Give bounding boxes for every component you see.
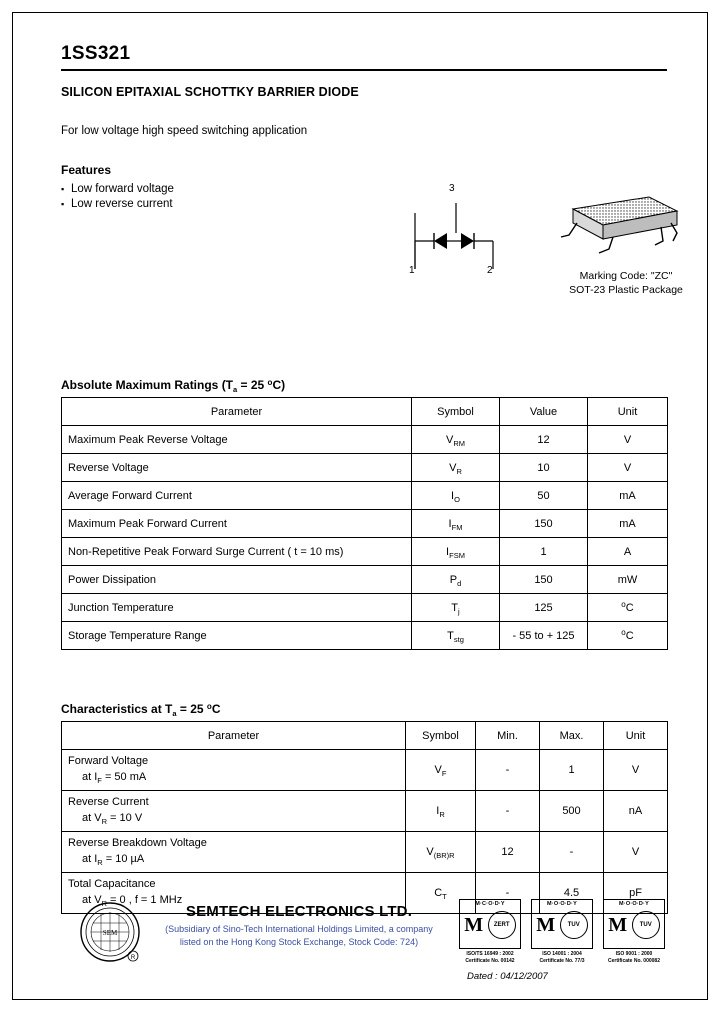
cert-badge [531, 899, 593, 949]
abs-max-title-sub: a [233, 385, 238, 394]
cell-symbol: $T_j$ [412, 594, 500, 622]
cell-max: - [540, 831, 604, 872]
char-title-mid: = 25 [176, 702, 207, 716]
cell-value: 12 [500, 426, 588, 454]
abs-max-table [61, 397, 668, 650]
cert-caption [459, 951, 521, 965]
col-header-symbol: Symbol [412, 398, 500, 426]
cell-value: 150 [500, 510, 588, 538]
cert-top-text: M·O·O·D·Y [619, 901, 649, 907]
cert-standard: ISO/TS 16949 : 2002 [466, 951, 514, 957]
char-title-sub: a [172, 709, 177, 718]
cert-marks [460, 907, 520, 943]
table-row [62, 566, 668, 594]
package-type-label: SOT-23 Plastic Package [569, 284, 683, 297]
cell-parameter [62, 750, 406, 791]
cell-unit: pF [604, 872, 668, 913]
svg-text:R: R [130, 955, 136, 961]
marking-code-label: Marking Code: "ZC" [579, 270, 673, 282]
application-note: For low voltage high speed switching application [61, 125, 308, 137]
package-caption [521, 269, 720, 297]
sot23-package-icon [551, 183, 691, 263]
company-seal-icon [79, 901, 141, 963]
cert-m-mark: M [464, 914, 484, 937]
cell-symbol: $T_{stg}$ [412, 622, 500, 650]
cell-unit: V [604, 831, 668, 872]
cell-unit: V [588, 454, 668, 482]
cell-value: - 55 to + 125 [500, 622, 588, 650]
cell-symbol: $V_{RM}$ [412, 426, 500, 454]
table-row [62, 454, 668, 482]
page-content [61, 43, 683, 914]
cert-top-text: M·C·O·D·Y [475, 901, 505, 907]
abs-max-section [61, 378, 667, 650]
col-header-parameter: Parameter [62, 398, 412, 426]
abs-max-title-main: Absolute Maximum Ratings (T [61, 378, 234, 392]
company-info [149, 903, 449, 949]
feature-label: Low reverse current [71, 198, 173, 210]
cell-max: 4.5 [540, 872, 604, 913]
col-header-symbol: Symbol [406, 722, 476, 750]
cell-unit: A [588, 538, 668, 566]
char-title-end: C [211, 702, 221, 716]
cell-unit: mA [588, 510, 668, 538]
bullet-icon: ▪ [61, 198, 65, 209]
cert-caption [603, 951, 665, 965]
package-graphics [401, 183, 720, 313]
table-row [62, 482, 668, 510]
characteristics-section [61, 702, 667, 914]
title-divider [61, 69, 667, 71]
abs-max-title-mid: = 25 [237, 378, 268, 392]
pin-label-2: 2 [487, 265, 493, 276]
cell-value: 125 [500, 594, 588, 622]
col-header-max: Max. [540, 722, 604, 750]
cell-min: - [476, 790, 540, 831]
table-row [62, 750, 668, 791]
col-header-min: Min. [476, 722, 540, 750]
cell-parameter: Maximum Peak Forward Current [62, 510, 412, 538]
cert-badge [459, 899, 521, 949]
cert-seal-icon: TUV [560, 911, 588, 939]
param-line-1: Forward Voltage [68, 755, 149, 767]
table-header-row [62, 398, 668, 426]
char-title-main: Characteristics at T [61, 702, 173, 716]
cert-number: Certificate No. 77/3 [539, 957, 585, 964]
characteristics-table [61, 721, 668, 914]
abs-max-title [61, 378, 667, 392]
cell-parameter [62, 790, 406, 831]
param-line-1: Reverse Current [68, 795, 149, 808]
cell-unit: mA [588, 482, 668, 510]
param-line-2: at $V_R = 10$ V [82, 811, 143, 826]
cell-unit: $^o$C [588, 594, 668, 622]
cell-unit: mW [588, 566, 668, 594]
pin-label-1: 1 [409, 265, 415, 276]
cert-number: Certificate No. 00142 [465, 957, 515, 964]
cell-max: 1 [540, 750, 604, 791]
cell-symbol: $V_R$ [412, 454, 500, 482]
datasheet-page [12, 12, 708, 1000]
cell-value: 50 [500, 482, 588, 510]
cert-number: Certificate No. 000082 [608, 957, 660, 964]
cert-caption [531, 951, 593, 965]
features-heading: Features [61, 163, 112, 177]
table-row [62, 510, 668, 538]
document-subtitle: SILICON EPITAXIAL SCHOTTKY BARRIER DIODE [61, 85, 359, 99]
cell-symbol: $V_{(BR)R}$ [406, 831, 476, 872]
cell-min: 12 [476, 831, 540, 872]
cell-symbol: $I_O$ [412, 482, 500, 510]
cell-symbol: $P_d$ [412, 566, 500, 594]
cell-max: 500 [540, 790, 604, 831]
cert-badge [603, 899, 665, 949]
cert-top-text: M·O·O·D·Y [547, 901, 577, 907]
char-title-sup: o [206, 702, 212, 711]
param-line-2: at $V_R = 0$ , f = 1 MHz [82, 893, 183, 908]
cell-parameter: Non-Repetitive Peak Forward Surge Current ( t = 10 ms) [62, 538, 412, 566]
col-header-unit: Unit [588, 398, 668, 426]
cell-unit: $^o$C [588, 622, 668, 650]
characteristics-title [61, 702, 667, 716]
company-name: SEMTECH ELECTRONICS LTD. [185, 903, 413, 920]
param-line-2: at $I_R = 10$ µA [82, 852, 145, 867]
cell-symbol: $I_R$ [406, 790, 476, 831]
cell-min: - [476, 872, 540, 913]
col-header-value: Value [500, 398, 588, 426]
cert-marks [532, 907, 592, 943]
cell-parameter: Storage Temperature Range [62, 622, 412, 650]
cell-unit: V [588, 426, 668, 454]
param-line-1: Total Capacitance [68, 877, 156, 890]
col-header-parameter: Parameter [62, 722, 406, 750]
param-line-1: Reverse Breakdown Voltage [68, 836, 207, 849]
dated-label: Dated : 04/12/2007 [467, 971, 548, 982]
cell-symbol: $I_{FSM}$ [412, 538, 500, 566]
cell-min: - [476, 750, 540, 791]
feature-label: Low forward voltage [71, 183, 174, 195]
svg-text:SEM: SEM [102, 929, 118, 937]
cell-unit: nA [604, 790, 668, 831]
table-header-row [62, 722, 668, 750]
cell-unit: V [604, 750, 668, 791]
cert-seal-icon: ZERT [488, 911, 516, 939]
param-line-2: at $I_F = 50$ mA [82, 770, 147, 785]
cert-m-mark: M [536, 914, 556, 937]
col-header-unit: Unit [604, 722, 668, 750]
cell-value: 150 [500, 566, 588, 594]
table-row [62, 622, 668, 650]
part-number: 1SS321 [61, 43, 131, 64]
certification-badges [459, 899, 667, 965]
cert-seal-icon: TUV [632, 911, 660, 939]
abs-max-title-end: C) [272, 378, 286, 392]
cert-standard: ISO 9001 : 2000 [615, 951, 653, 957]
table-row [62, 426, 668, 454]
company-subtitle-line-2: listed on the Hong Kong Stock Exchange, Stock Code: 724) [179, 937, 419, 948]
page-footer [61, 893, 667, 983]
table-row [62, 790, 668, 831]
pin-label-3: 3 [449, 183, 455, 194]
cell-symbol: $I_{FM}$ [412, 510, 500, 538]
cell-symbol: $V_F$ [406, 750, 476, 791]
cell-value: 10 [500, 454, 588, 482]
cert-m-mark: M [608, 914, 628, 937]
table-row [62, 538, 668, 566]
cell-parameter: Junction Temperature [62, 594, 412, 622]
table-row [62, 594, 668, 622]
cell-parameter: Average Forward Current [62, 482, 412, 510]
abs-max-title-sup: o [267, 378, 273, 387]
diode-schematic-icon [401, 191, 511, 291]
cell-symbol: $C_T$ [406, 872, 476, 913]
company-subtitle-line-1: (Subsidiary of Sino-Tech International Holdings Limited, a company [165, 924, 433, 934]
cert-marks [604, 907, 664, 943]
cell-parameter: Reverse Voltage [62, 454, 412, 482]
table-row [62, 831, 668, 872]
bullet-icon: ▪ [61, 183, 65, 194]
cell-parameter: Power Dissipation [62, 566, 412, 594]
cell-parameter: Maximum Peak Reverse Voltage [62, 426, 412, 454]
cert-standard: ISO 14001 : 2004 [542, 951, 582, 957]
cell-parameter [62, 831, 406, 872]
cell-value: 1 [500, 538, 588, 566]
